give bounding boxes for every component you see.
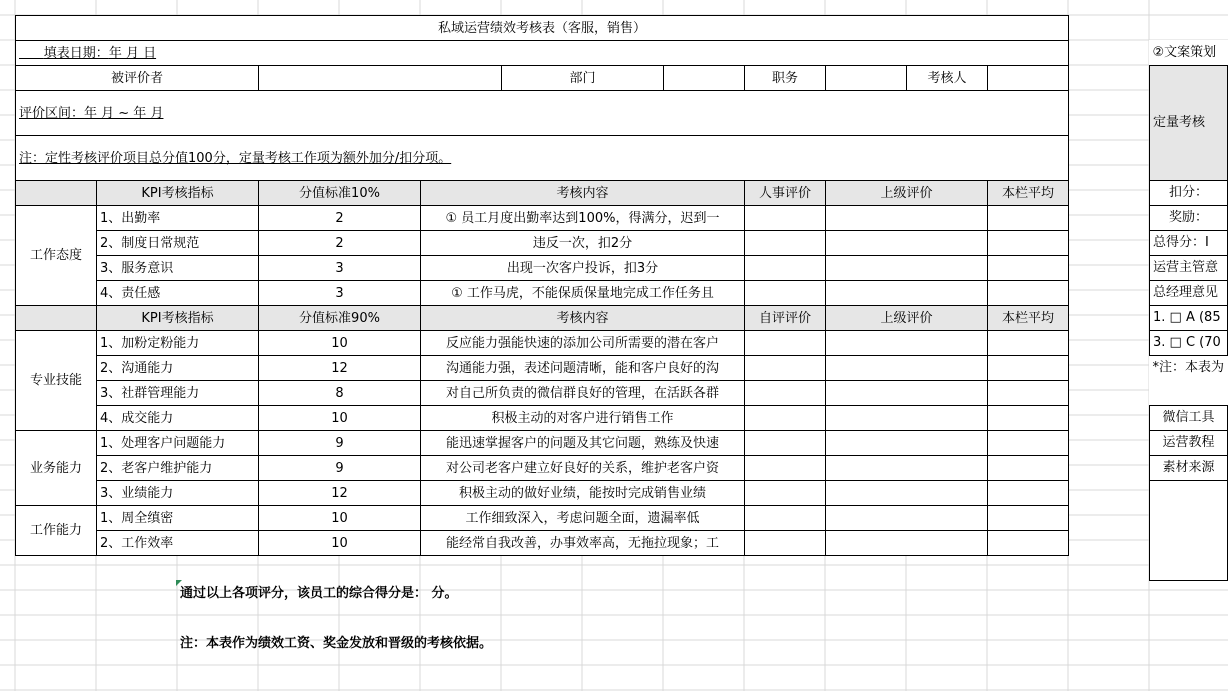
kpi-score: 2	[259, 206, 421, 231]
kpi-score: 10	[259, 406, 421, 431]
eval-cell-2[interactable]	[826, 406, 988, 431]
header-eval-1: 人事评价	[745, 181, 826, 206]
header-content: 考核内容	[421, 181, 745, 206]
table-row	[16, 356, 1069, 381]
kpi-item: 1、处理客户问题能力	[97, 431, 259, 456]
eval-cell-2[interactable]	[826, 281, 988, 306]
kpi-score: 10	[259, 331, 421, 356]
eval-cell-1[interactable]	[745, 531, 826, 556]
eval-cell-1[interactable]	[745, 256, 826, 281]
assessor-label: 考核人	[907, 66, 988, 91]
fill-date	[16, 41, 1069, 66]
average-cell[interactable]	[988, 381, 1069, 406]
header-kpi: KPI考核指标	[97, 181, 259, 206]
table-row	[16, 331, 1069, 356]
kpi-content: 积极主动的做好业绩，能按时完成销售业绩	[421, 481, 745, 506]
header-score-standard: 分值标准90%	[259, 306, 421, 331]
fill-date-label: 填表日期：	[43, 45, 109, 61]
group-name: 业务能力	[16, 431, 97, 506]
kpi-content: ① 员工月度出勤率达到100%，得满分，迟到一	[421, 206, 745, 231]
kpi-score: 8	[259, 381, 421, 406]
side-partial-table	[1149, 40, 1228, 581]
side-tool-wechat: 微信工具	[1150, 405, 1228, 430]
eval-cell-1[interactable]	[745, 206, 826, 231]
average-cell[interactable]	[988, 456, 1069, 481]
evaluatee-field[interactable]	[259, 66, 502, 91]
header-content: 考核内容	[421, 306, 745, 331]
eval-cell-2[interactable]	[826, 381, 988, 406]
header-eval-2: 上级评价	[826, 306, 988, 331]
header-blank	[16, 306, 97, 331]
kpi-content: 违反一次，扣2分	[421, 231, 745, 256]
kpi-content: ① 工作马虎，不能保质保量地完成工作任务且	[421, 281, 745, 306]
header-blank	[16, 181, 97, 206]
kpi-item: 4、责任感	[97, 281, 259, 306]
eval-cell-2[interactable]	[826, 481, 988, 506]
average-cell[interactable]	[988, 531, 1069, 556]
kpi-content: 工作细致深入，考虑问题全面，遗漏率低	[421, 506, 745, 531]
form-title: 私域运营绩效考核表（客服，销售）	[16, 16, 1069, 41]
position-label: 职务	[745, 66, 826, 91]
table-row	[16, 506, 1069, 531]
kpi-content: 能迅速掌握客户的问题及其它问题，熟练及快速	[421, 431, 745, 456]
table-row	[16, 381, 1069, 406]
eval-cell-1[interactable]	[745, 231, 826, 256]
period-value: 年 月 ~ 年 月	[84, 105, 164, 121]
eval-cell-1[interactable]	[745, 331, 826, 356]
footnote-text: 注：本表作为绩效工资、奖金发放和晋级的考核依据。	[180, 636, 493, 651]
kpi-item: 2、老客户维护能力	[97, 456, 259, 481]
eval-cell-1[interactable]	[745, 281, 826, 306]
table-row	[16, 456, 1069, 481]
eval-cell-1[interactable]	[745, 406, 826, 431]
average-cell[interactable]	[988, 431, 1069, 456]
side-heading: ②文案策划	[1152, 44, 1217, 60]
scoring-note-text: 注：定性考核评价项目总分值100分，定量考核工作项为额外加分/扣分项。	[19, 150, 452, 166]
header-eval-2: 上级评价	[826, 181, 988, 206]
kpi-content: 对自己所负责的微信群良好的管理，在活跃各群	[421, 381, 745, 406]
department-label: 部门	[502, 66, 664, 91]
eval-cell-2[interactable]	[826, 431, 988, 456]
position-field[interactable]	[826, 66, 907, 91]
kpi-content: 沟通能力强，表述问题清晰，能和客户良好的沟	[421, 356, 745, 381]
kpi-item: 3、服务意识	[97, 256, 259, 281]
assessor-field[interactable]	[988, 66, 1069, 91]
fill-date-value: 年 月 日	[108, 45, 157, 61]
eval-cell-2[interactable]	[826, 456, 988, 481]
side-bonus-label: 奖励：	[1150, 205, 1228, 230]
eval-cell-2[interactable]	[826, 356, 988, 381]
side-quant-label: 定量考核	[1150, 65, 1228, 180]
kpi-item: 3、社群管理能力	[97, 381, 259, 406]
scoring-note	[16, 136, 1069, 181]
group-name: 工作能力	[16, 506, 97, 556]
side-grade-c[interactable]: 3. □ C (70	[1150, 330, 1228, 355]
average-cell[interactable]	[988, 331, 1069, 356]
period-label: 评价区间：	[19, 105, 85, 121]
kpi-item: 1、周全缜密	[97, 506, 259, 531]
kpi-score: 10	[259, 506, 421, 531]
kpi-content: 能经常自我改善，办事效率高，无拖拉现象；工	[421, 531, 745, 556]
kpi-assessment-table	[15, 15, 1069, 556]
eval-cell-2[interactable]	[826, 231, 988, 256]
kpi-score: 9	[259, 456, 421, 481]
table-row	[16, 256, 1069, 281]
side-spacer	[1150, 380, 1228, 405]
eval-cell-2[interactable]	[826, 256, 988, 281]
average-cell[interactable]	[988, 356, 1069, 381]
kpi-item: 1、加粉定粉能力	[97, 331, 259, 356]
kpi-content: 出现一次客户投诉，扣3分	[421, 256, 745, 281]
group-name: 工作态度	[16, 206, 97, 306]
average-cell[interactable]	[988, 256, 1069, 281]
group-name: 专业技能	[16, 331, 97, 431]
kpi-item: 4、成交能力	[97, 406, 259, 431]
side-remark: *注：本表为	[1152, 360, 1225, 376]
eval-cell-2[interactable]	[826, 331, 988, 356]
eval-cell-1[interactable]	[745, 356, 826, 381]
eval-cell-2[interactable]	[826, 206, 988, 231]
average-cell[interactable]	[988, 206, 1069, 231]
eval-cell-1[interactable]	[745, 481, 826, 506]
kpi-item: 2、制度日常规范	[97, 231, 259, 256]
comment-indicator-icon	[176, 580, 182, 586]
header-row	[16, 181, 1069, 206]
header-average: 本栏平均	[988, 306, 1069, 331]
side-ops-opinion: 运营主管意	[1150, 255, 1228, 280]
header-kpi: KPI考核指标	[97, 306, 259, 331]
kpi-item: 2、沟通能力	[97, 356, 259, 381]
side-grade-a[interactable]: 1. □ A (85	[1150, 305, 1228, 330]
evaluation-period	[16, 91, 1069, 136]
kpi-item: 1、出勤率	[97, 206, 259, 231]
eval-cell-2[interactable]	[826, 506, 988, 531]
side-tool-materials: 素材来源	[1150, 455, 1228, 480]
table-row	[16, 206, 1069, 231]
kpi-item: 2、工作效率	[97, 531, 259, 556]
table-row	[16, 481, 1069, 506]
table-row	[16, 281, 1069, 306]
kpi-score: 12	[259, 356, 421, 381]
kpi-content: 反应能力强能快速的添加公司所需要的潜在客户	[421, 331, 745, 356]
header-row	[16, 306, 1069, 331]
eval-cell-1[interactable]	[745, 431, 826, 456]
kpi-score: 9	[259, 431, 421, 456]
eval-cell-2[interactable]	[826, 531, 988, 556]
average-cell[interactable]	[988, 281, 1069, 306]
eval-cell-1[interactable]	[745, 381, 826, 406]
kpi-score: 12	[259, 481, 421, 506]
kpi-score: 2	[259, 231, 421, 256]
kpi-content: 积极主动的对客户进行销售工作	[421, 406, 745, 431]
evaluatee-label: 被评价者	[16, 66, 259, 91]
summary-score-text: 通过以上各项评分，该员工的综合得分是： 分。	[180, 586, 458, 601]
side-gm-opinion: 总经理意见	[1150, 280, 1228, 305]
header-score-standard: 分值标准10%	[259, 181, 421, 206]
table-row	[16, 406, 1069, 431]
average-cell[interactable]	[988, 231, 1069, 256]
kpi-content: 对公司老客户建立好良好的关系，维护老客户资	[421, 456, 745, 481]
average-cell[interactable]	[988, 406, 1069, 431]
side-tool-tutorial: 运营教程	[1150, 430, 1228, 455]
department-field[interactable]	[664, 66, 745, 91]
average-cell[interactable]	[988, 506, 1069, 531]
eval-cell-1[interactable]	[745, 506, 826, 531]
kpi-score: 3	[259, 256, 421, 281]
kpi-item: 3、业绩能力	[97, 481, 259, 506]
table-row	[16, 531, 1069, 556]
kpi-score: 3	[259, 281, 421, 306]
average-cell[interactable]	[988, 481, 1069, 506]
table-row	[16, 231, 1069, 256]
kpi-score: 10	[259, 531, 421, 556]
header-average: 本栏平均	[988, 181, 1069, 206]
side-total-label: 总得分：I	[1150, 230, 1228, 255]
side-deduct-label: 扣分：	[1150, 180, 1228, 205]
eval-cell-1[interactable]	[745, 456, 826, 481]
table-row	[16, 431, 1069, 456]
header-eval-1: 自评评价	[745, 306, 826, 331]
side-empty-block	[1150, 480, 1228, 580]
